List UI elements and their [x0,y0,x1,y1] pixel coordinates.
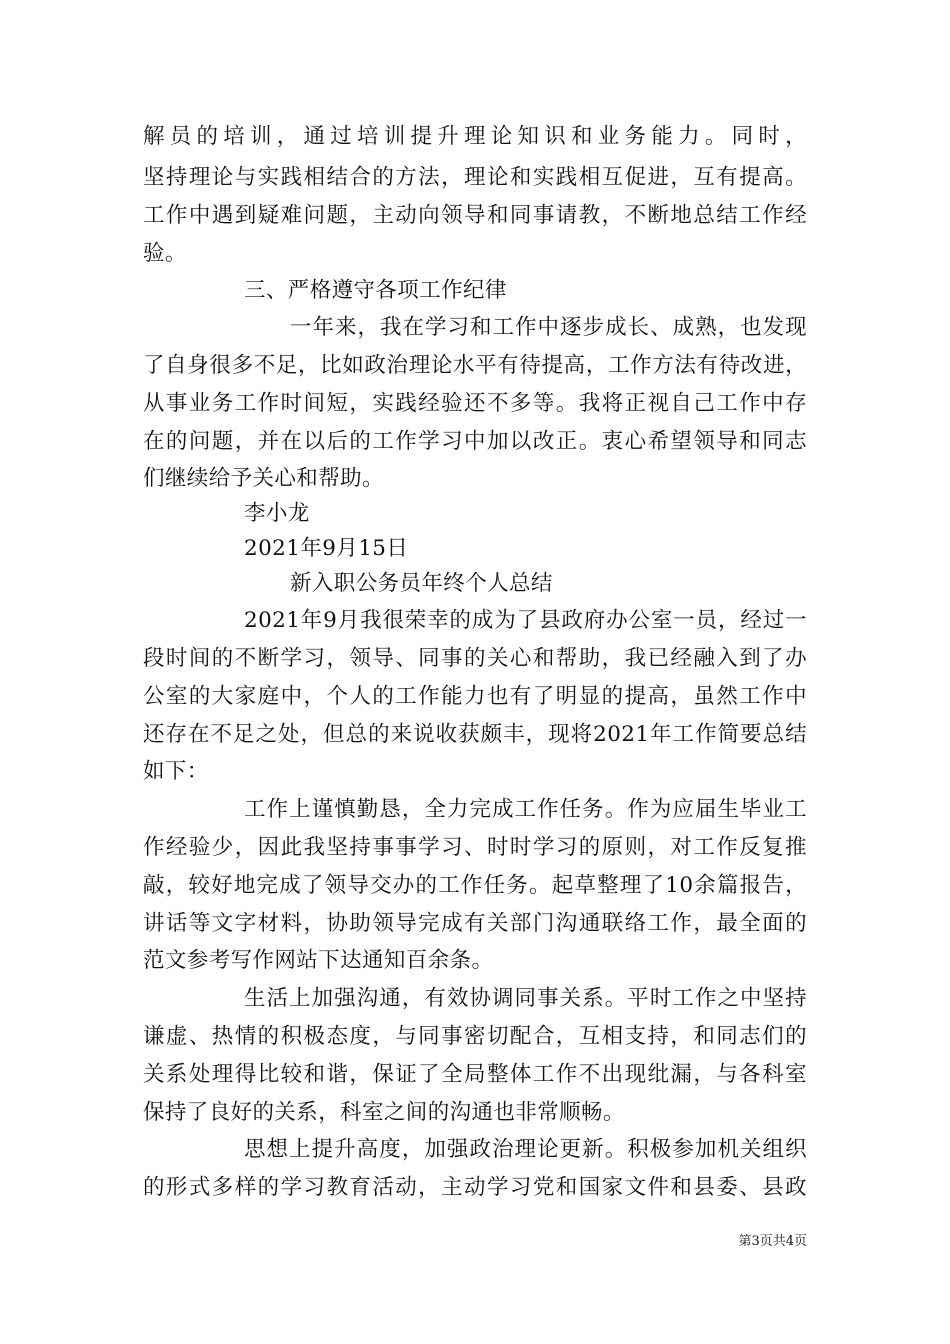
paragraph-line: 们继续给予关心和帮助。 [143,466,384,491]
paragraph-line: 段时间的不断学习，领导、同事的关心和帮助，我已经融入到了办 [143,646,807,671]
paragraph-line: 的形式多样的学习教育活动，主动学习党和国家文件和县委、县政 [143,1175,807,1200]
signature-date: 2021年9月15日 [244,536,409,561]
signature-name: 李小龙 [244,501,310,526]
paragraph-line: 保持了良好的关系，科室之间的沟通也非常顺畅。 [143,1100,625,1125]
paragraph-line: 2021年9月我很荣幸的成为了县政府办公室一员，经过一 [244,608,807,633]
paragraph-line: 谦虚、热情的积极态度，与同事密切配合，互相支持，和同志们的 [143,1024,807,1049]
paragraph-line: 工作中遇到疑难问题，主动向领导和同事请教，不断地总结工作经 [143,203,807,228]
paragraph-line: 敲，较好地完成了领导交办的工作任务。起草整理了10余篇报告， [143,873,807,898]
paragraph-line: 关系处理得比较和谐，保证了全局整体工作不出现纰漏，与各科室 [143,1062,807,1087]
paragraph-line: 作经验少，因此我坚持事事学习、时时学习的原则，对工作反复推 [143,835,807,860]
paragraph-line: 讲话等文字材料，协助领导完成有关部门沟通联络工作，最全面的 [143,911,807,936]
paragraph-line: 验。 [143,241,187,266]
document-title: 新入职公务员年终个人总结 [290,571,553,596]
paragraph-line: 还存在不足之处，但总的来说收获颇丰，现将2021年工作简要总结 [143,722,807,747]
page-number: 第3页共4页 [738,1234,807,1249]
paragraph-line: 工作上谨慎勤恳，全力完成工作任务。作为应届生毕业工 [244,797,807,822]
paragraph-line: 在的问题，并在以后的工作学习中加以改正。衷心希望领导和同志 [143,429,807,454]
paragraph-line: 一年来，我在学习和工作中逐步成长、成熟，也发现 [290,315,807,340]
paragraph-line: 了自身很多不足，比如政治理论水平有待提高，工作方法有待改进， [143,353,807,378]
paragraph-line: 如下： [143,759,209,784]
paragraph-line: 解员的培训，通过培训提升理论知识和业务能力。同时， [143,124,807,149]
paragraph-line: 思想上提升高度，加强政治理论更新。积极参加机关组织 [244,1137,807,1162]
paragraph-line: 坚持理论与实践相结合的方法，理论和实践相互促进，互有提高。 [143,165,807,190]
paragraph-line: 生活上加强沟通，有效协调同事关系。平时工作之中坚持 [244,986,807,1011]
section-heading: 三、严格遵守各项工作纪律 [244,278,507,303]
paragraph-line: 范文参考写作网站下达通知百余条。 [143,948,494,973]
paragraph-line: 从事业务工作时间短，实践经验还不多等。我将正视自己工作中存 [143,391,807,416]
paragraph-line: 公室的大家庭中，个人的工作能力也有了明显的提高，虽然工作中 [143,684,807,709]
